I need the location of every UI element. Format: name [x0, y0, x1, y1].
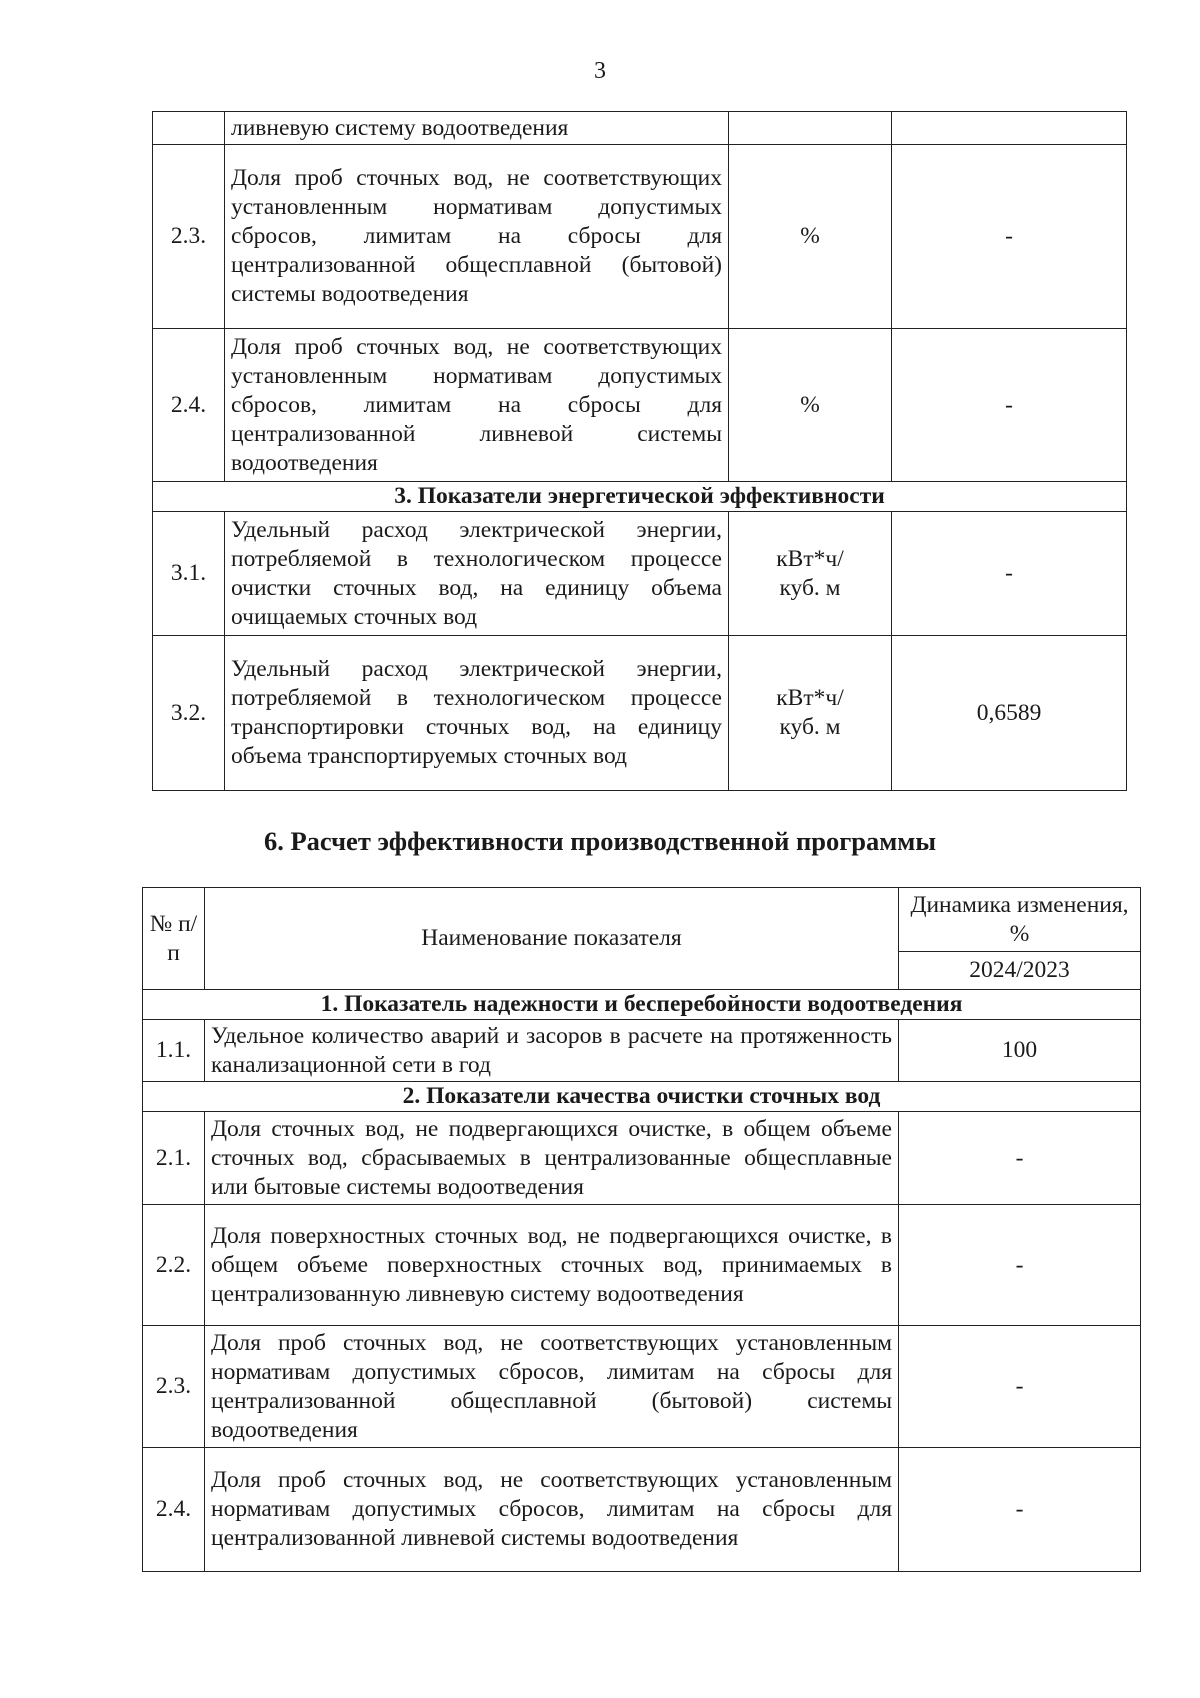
- unit-line: кВт*ч/: [776, 545, 844, 572]
- header-name: Наименование показателя: [205, 888, 899, 990]
- row-number: 3.2.: [153, 636, 225, 791]
- section-row: [143, 990, 1141, 1020]
- unit: %: [729, 329, 892, 482]
- indicator-name: Доля проб сточных вод, не соответствующих установленным нормативам допустимых сбросов, лимитам на сбросы для централизованной общесплавной (бытовой) системы водоотведения: [205, 1326, 899, 1448]
- row-number: 2.3.: [153, 145, 225, 329]
- row-number: [153, 112, 225, 145]
- section-heading: 6. Расчет эффективности производственной программы: [263, 826, 937, 856]
- row-number: 2.3.: [143, 1326, 205, 1448]
- header-dynamics: Динамика изменения, %: [899, 888, 1141, 952]
- table-row: [143, 1205, 1141, 1326]
- indicator-name: Доля проб сточных вод, не соответствующих установленным нормативам допустимых сбросов, лимитам на сбросы для централизованной ливневой системы водоотведения: [205, 1448, 899, 1572]
- unit-line: куб. м: [779, 574, 841, 601]
- value: [892, 112, 1127, 145]
- row-number: 2.2.: [143, 1205, 205, 1326]
- value: -: [899, 1448, 1141, 1572]
- value: -: [899, 1205, 1141, 1326]
- row-number: 2.1.: [143, 1112, 205, 1205]
- value: 0,6589: [892, 636, 1127, 791]
- indicator-name: ливневую систему водоотведения: [225, 112, 729, 145]
- section-row: [143, 1082, 1141, 1112]
- indicator-name: Удельный расход электрической энергии, потребляемой в технологическом процессе транспортировки сточных вод, на единицу объема транспортируемых сточных вод: [225, 636, 729, 791]
- row-number: 2.4.: [143, 1448, 205, 1572]
- section-row: [153, 482, 1127, 512]
- value: -: [892, 329, 1127, 482]
- header-row: [143, 888, 1141, 952]
- value: 100: [899, 1020, 1141, 1082]
- table-row: [153, 329, 1127, 482]
- indicator-name: Удельный расход электрической энергии, потребляемой в технологическом процессе очистки сточных вод, на единицу объема очищаемых сточных вод: [225, 512, 729, 636]
- header-period: 2024/2023: [899, 952, 1141, 990]
- unit: %: [729, 145, 892, 329]
- unit: [729, 512, 892, 636]
- unit-line: кВт*ч/: [776, 685, 844, 711]
- value: -: [899, 1112, 1141, 1205]
- row-number: 2.4.: [153, 329, 225, 482]
- unit: [729, 636, 892, 791]
- table-row: [153, 636, 1127, 791]
- unit-line: куб. м: [779, 714, 841, 740]
- row-number: 1.1.: [143, 1020, 205, 1082]
- indicator-name: Доля поверхностных сточных вод, не подвергающихся очистке, в общем объеме поверхностных сточных вод, принимаемых в централизованную ливневую систему водоотведения: [205, 1205, 899, 1326]
- table-row: [153, 145, 1127, 329]
- section-title: 2. Показатели качества очистки сточных вод: [143, 1082, 1141, 1112]
- page-number: 3: [594, 58, 606, 84]
- unit: [729, 112, 892, 145]
- table-row: [153, 112, 1127, 145]
- value: -: [892, 145, 1127, 329]
- table-row: [143, 1448, 1141, 1572]
- table-row: [143, 1020, 1141, 1082]
- table-row: [153, 512, 1127, 636]
- value: -: [892, 512, 1127, 636]
- efficiency-table: [142, 887, 1141, 1572]
- value: -: [899, 1326, 1141, 1448]
- section-title: 1. Показатель надежности и бесперебойности водоотведения: [143, 990, 1141, 1020]
- indicator-name: Удельное количество аварий и засоров в расчете на протяженность канализационной сети в год: [205, 1020, 899, 1082]
- indicators-table-continued: [152, 111, 1127, 791]
- indicator-name: Доля проб сточных вод, не соответствующих установленным нормативам допустимых сбросов, лимитам на сбросы для централизованной общесплавной (бытовой) системы водоотведения: [225, 145, 729, 329]
- indicator-name: Доля проб сточных вод, не соответствующих установленным нормативам допустимых сбросов, лимитам на сбросы для централизованной ливневой системы водоотведения: [225, 329, 729, 482]
- section-title: 3. Показатели энергетической эффективности: [153, 482, 1127, 512]
- table-row: [143, 1326, 1141, 1448]
- row-number: 3.1.: [153, 512, 225, 636]
- table-row: [143, 1112, 1141, 1205]
- header-number: № п/п: [143, 888, 205, 990]
- indicator-name: Доля сточных вод, не подвергающихся очистке, в общем объеме сточных вод, сбрасываемых в централизованные общесплавные или бытовые системы водоотведения: [205, 1112, 899, 1205]
